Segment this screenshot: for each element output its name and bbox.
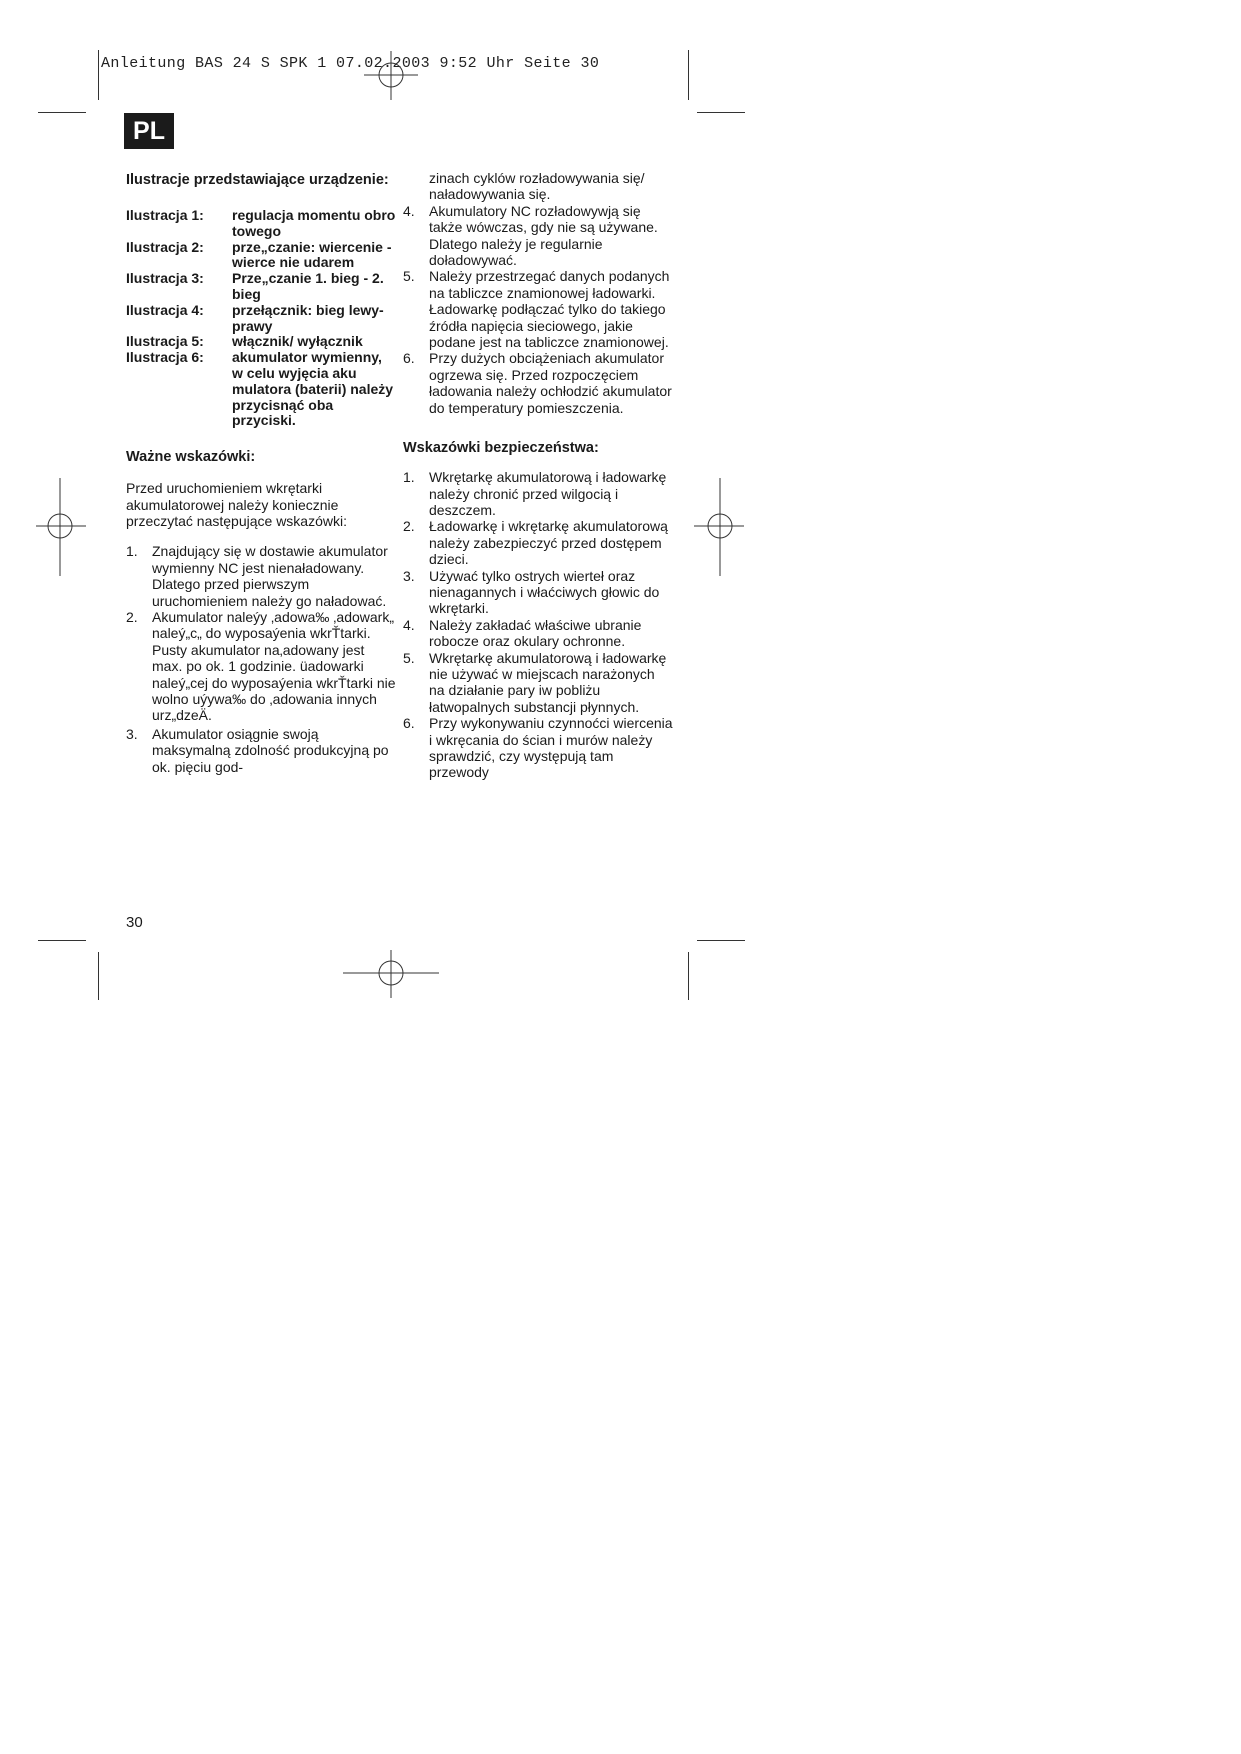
safety-title: Wskazówki bezpieczeństwa: bbox=[403, 440, 599, 457]
list-item-continuation: zinach cyklów rozładowywania się/ naładowywania się. bbox=[429, 170, 645, 203]
list-item: 5. Wkrętarkę akumulatorową i ładowarkę nie używać w miejscach narażonych na działanie pary iw pobliżu łatwopalnych substancji płynnych. bbox=[403, 649, 667, 715]
illustration-item: Ilustracja 2: prze„czanie: wiercenie - wierce nie udarem bbox=[126, 238, 392, 271]
language-badge: PL bbox=[124, 113, 174, 149]
registration-mark-top bbox=[356, 45, 426, 105]
list-item: 2. Ładowarkę i wkrętarkę akumulatorową należy zabezpieczyć przed dostępem dzieci. bbox=[403, 518, 668, 568]
important-notes-title: Ważne wskazówki: bbox=[126, 449, 256, 466]
illustrations-list bbox=[126, 208, 396, 429]
registration-mark-bottom bbox=[341, 950, 441, 1000]
list-item: 1. Wkrętarkę akumulatorową i ładowarkę należy chronić przed wilgocią i deszczem. bbox=[403, 469, 667, 518]
list-item: 6. Przy wykonywaniu czynnoćci wiercenia i wkręcania do ścian i murów należy sprawdzić, czy występują tam przewody bbox=[403, 715, 673, 781]
list-item: 6. Przy dużych obciążeniach akumulator ogrzewa się. Przed rozpoczęciem ładowania należy ochłodzić akumulator do temperatury pomieszczenia. bbox=[403, 350, 672, 416]
illustration-item: Ilustracja 4: przełącznik: bieg lewy-prawy bbox=[126, 301, 384, 334]
safety-list bbox=[403, 469, 673, 781]
illustration-item: Ilustracja 6: akumulator wymienny, w celu wyjęcia aku mulatora (baterii) należy przycisnąć oba przyciski. bbox=[126, 349, 394, 429]
important-notes-list bbox=[126, 543, 396, 775]
illustration-item: Ilustracja 3: Prze„czanie 1. bieg - 2. bieg bbox=[126, 270, 384, 302]
illustration-item: Ilustracja 1: regulacja momentu obro towego bbox=[126, 207, 396, 239]
left-column bbox=[126, 170, 396, 775]
list-item: 3. Akumulator osiągnie swoją maksymalną zdolność produkcyjną po ok. pięciu god- bbox=[126, 725, 389, 775]
list-item: 4. Należy zakładać właściwe ubranie robocze oraz okulary ochronne. bbox=[403, 616, 642, 650]
important-notes-list-continued bbox=[403, 203, 673, 416]
list-item: 1. Znajdujący się w dostawie akumulator wymienny NC jest nienaładowany. Dlatego przed pierwszym uruchomieniem należy go naładować. bbox=[126, 543, 388, 609]
right-column bbox=[403, 170, 673, 781]
important-notes-intro: Przed uruchomieniem wkrętarki akumulatorowej należy koniecznie przeczytać następujące wskazówki: bbox=[126, 480, 347, 529]
list-item: 3. Używać tylko ostrych wierteł oraz nienagannych i właćciwych głowic do wkrętarki. bbox=[403, 567, 660, 617]
list-item: 5. Należy przestrzegać danych podanych na tabliczce znamionowej ładowarki. Ładowarkę podłączać tylko do takiego źródła napięcia sieciowego, jakie podane jest na tabliczce znamionowej. bbox=[403, 268, 670, 351]
illustrations-title: Ilustracje przedstawiające urządzenie: bbox=[126, 172, 389, 188]
page-number: 30 bbox=[126, 914, 143, 931]
list-item: 4. Akumulatory NC rozładowywją się także wówczas, gdy nie są używane. Dlatego należy je regularnie doładowywać. bbox=[403, 202, 658, 269]
list-item: 2. Akumulator naleýy ‚adowa‰ ‚adowark„ naleý„c„ do wyposaýenia wkrŤtarki. Pusty akumulator na‚adowany jest max. po ok. 1 godzinie. üadowarki naleý„cej do wyposaýenia wkrŤtarki nie wolno uýywa‰ do ‚adowania innych urz„dzeÄ. bbox=[126, 609, 396, 724]
registration-mark-left bbox=[30, 478, 90, 578]
printer-slug: Anleitung BAS 24 S SPK 1 07.02.2003 9:52 Uhr Seite 30 bbox=[101, 55, 600, 72]
illustration-item: Ilustracja 5: włącznik/ wyłącznik bbox=[126, 333, 363, 350]
registration-mark-right bbox=[690, 478, 750, 578]
